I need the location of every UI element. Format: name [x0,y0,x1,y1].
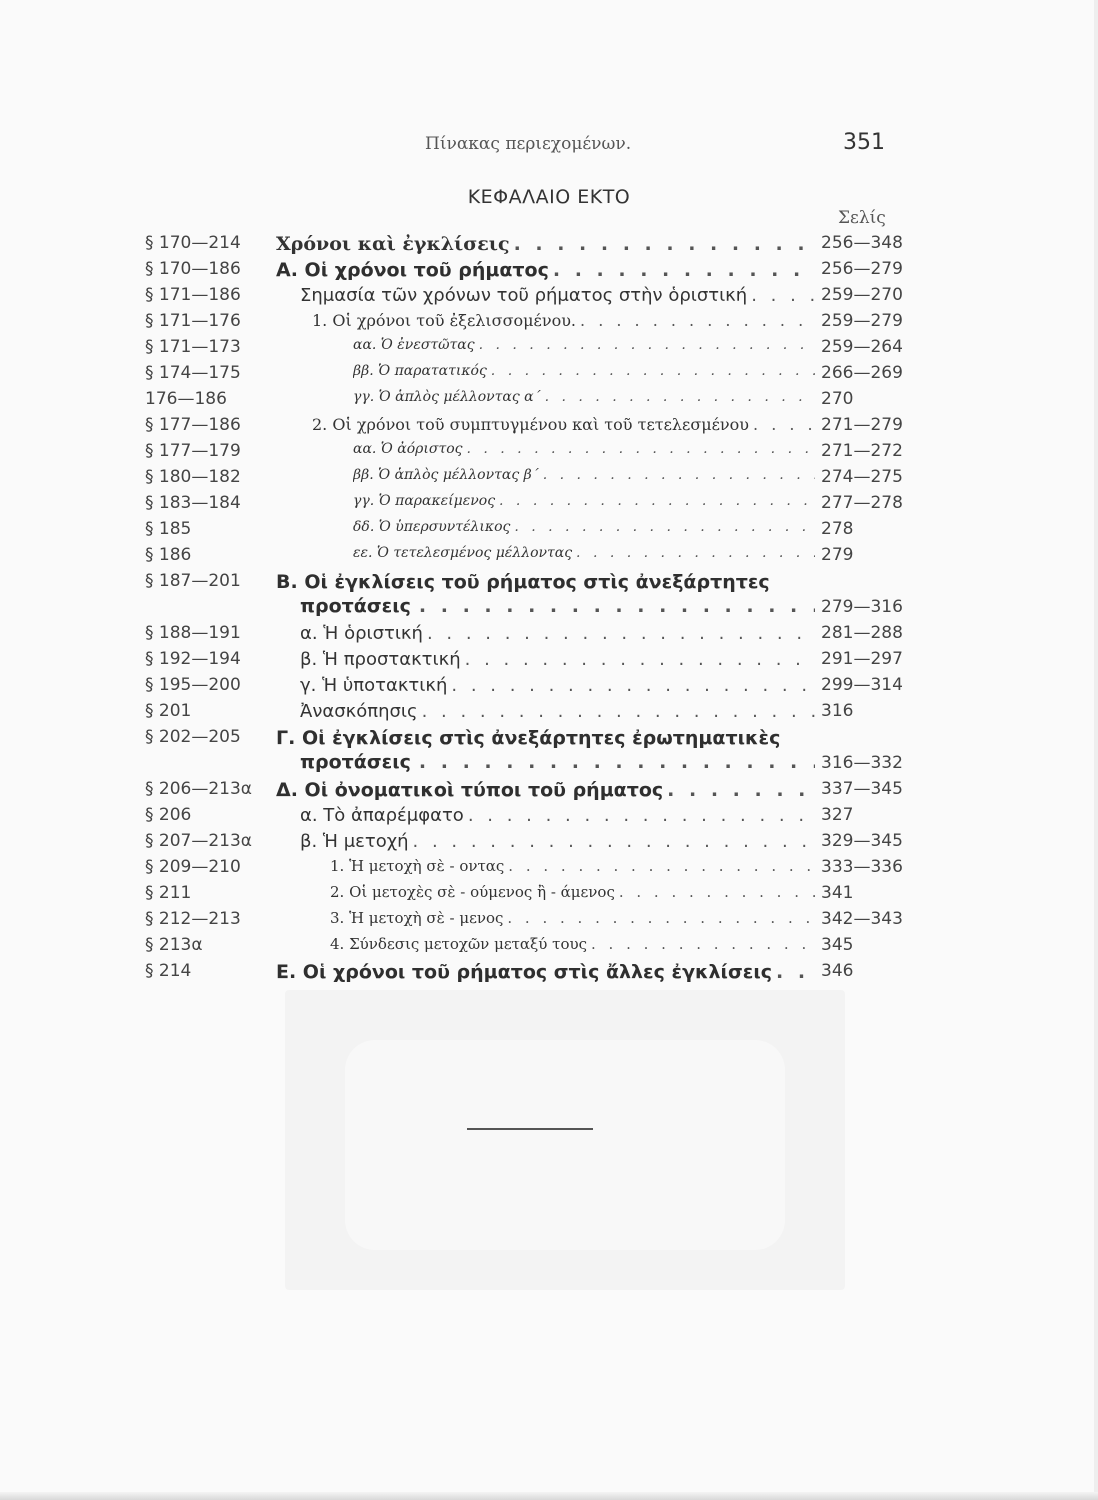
entry-title-line [330,933,821,959]
toc-entry [0,491,1098,517]
entry-title-line [300,283,821,309]
dot-leader [499,493,815,509]
toc-entry [0,647,1098,673]
entry-title: α. Τὸ ἀπαρέμφατο [300,805,464,826]
page-number: 351 [843,130,885,155]
dot-leader [491,363,815,379]
entry-title: β. Ἡ προστακτική [300,649,461,670]
dot-leader [576,545,815,561]
entry-title-line [330,907,821,933]
section-range: § 212—213 [145,909,241,929]
section-range: § 183—184 [145,493,241,513]
entry-title-line [300,621,821,647]
dot-leader [507,909,815,927]
dot-leader [451,675,815,696]
dot-leader [543,467,815,483]
running-head [0,130,1098,160]
page-range: 327 [821,805,854,825]
dot-leader [468,805,815,826]
page-range: 266—269 [821,363,903,383]
toc-entry [0,517,1098,543]
entry-title-line [312,413,821,439]
entry-title-line [300,647,821,673]
page-range: 256—279 [821,259,903,279]
entry-title: 3. Ἡ μετοχὴ σὲ - μενος [330,909,504,927]
entry-title-line [300,829,821,855]
page-range: 291—297 [821,649,903,669]
toc-entry [0,231,1098,257]
entry-title: α. Ἡ ὁριστική [300,623,423,644]
entry-title-line [353,543,821,569]
section-range: § 174—175 [145,363,241,383]
page-range: 279—316 [821,597,903,617]
entry-title: Δ. Οἱ ὀνοματικοὶ τύποι τοῦ ρήματος [276,779,664,801]
entry-title: Β. Οἱ ἐγκλίσεις τοῦ ρήματος στὶς ἀνεξάρτητες [276,571,770,593]
toc-entry [0,803,1098,829]
entry-title: 2. Οἱ χρόνοι τοῦ συμπτυγμένου καὶ τοῦ τετελεσμένου [312,415,750,434]
section-range: § 177—186 [145,415,241,435]
entry-title: Ε. Οἱ χρόνοι τοῦ ρήματος στὶς ἄλλες ἐγκλίσεις [276,961,772,983]
section-range: § 202—205 [145,727,241,747]
section-range: § 206—213α [145,779,253,799]
entry-title-line [353,335,821,361]
dot-leader [545,389,815,405]
section-range: § 186 [145,545,192,565]
dot-leader [466,441,815,457]
entry-title-line [353,361,821,387]
section-range: § 171—173 [145,337,241,357]
toc-entry [0,699,1098,725]
section-range: § 170—186 [145,259,241,279]
section-range: § 211 [145,883,192,903]
page-range: 259—270 [821,285,903,305]
toc-entry [0,257,1098,283]
entry-title-line [353,465,821,491]
page-range: 277—278 [821,493,903,513]
entry-title-line [300,673,821,699]
dot-leader [422,701,815,722]
section-range: § 207—213α [145,831,253,851]
entry-title-line [300,699,821,725]
section-range: § 214 [145,961,192,981]
toc-entry [0,543,1098,569]
entry-title: εε. Ὁ τετελεσμένος μέλλοντας [353,545,573,561]
entry-title-line [300,803,821,829]
entry-title: 4. Σύνδεσις μετοχῶν μεταξύ τους [330,935,588,953]
dot-leader [580,311,815,330]
section-range: § 213α [145,935,203,955]
entry-title: γ. Ἡ ὑποτακτική [300,675,448,696]
toc-entry [0,673,1098,699]
dot-leader [413,831,815,852]
entry-title-line [353,439,821,465]
toc-entry [0,907,1098,933]
page-range: 278 [821,519,854,539]
entry-title-line [312,309,821,335]
page-range: 274—275 [821,467,903,487]
page-range: 271—272 [821,441,903,461]
toc-entry [0,621,1098,647]
entry-title-line [276,231,821,257]
entry-title: ββ. Ὁ παρατατικός [353,363,487,379]
dot-leader [591,935,815,953]
pages-column-heading: Σελίς [838,208,886,228]
toc-entry [0,829,1098,855]
entry-title: 2. Οἱ μετοχὲς σὲ - ούμενος ἢ - άμενος [330,883,615,901]
dot-leader [753,415,815,434]
toc-entry [0,439,1098,465]
chapter-title: ΚΕΦΑΛΑΙΟ ΕΚΤΟ [467,186,631,208]
section-range: 176—186 [145,389,227,409]
toc-entry [0,959,1098,985]
dot-leader [667,779,815,801]
entry-title: Χρόνοι καὶ ἐγκλίσεις [276,233,510,255]
toc-entry [0,933,1098,959]
entry-title-line [276,569,821,595]
entry-title-line [353,491,821,517]
entry-title-line [330,881,821,907]
entry-title-line-2: προτάσεις [300,751,411,773]
page-range: 270 [821,389,854,409]
section-range: § 177—179 [145,441,241,461]
dot-leader [776,961,815,983]
entry-title: γγ. Ὁ παρακείμενος [353,493,496,509]
page-range: 345 [821,935,854,955]
page-range: 259—264 [821,337,903,357]
page-range: 271—279 [821,415,903,435]
page-range: 316—332 [821,753,903,773]
toc-entry [0,309,1098,335]
dot-leader [514,519,815,535]
toc-entry [0,855,1098,881]
toc-entry [0,413,1098,439]
section-range: § 171—176 [145,311,241,331]
scan-edge-bottom [0,1492,1098,1500]
page-range: 281—288 [821,623,903,643]
toc-entry [0,361,1098,387]
entry-title-line [276,725,821,751]
entry-title-line [276,257,821,283]
toc-entry [0,465,1098,491]
page-range: 316 [821,701,854,721]
section-range: § 180—182 [145,467,241,487]
page-range: 342—343 [821,909,903,929]
section-range: § 170—214 [145,233,241,253]
entry-title: αα. Ὁ ἐνεστῶτας [353,337,475,353]
dot-leader [419,751,815,773]
entry-title-continuation [300,751,821,777]
entry-title: ββ. Ὁ ἁπλὸς μέλλοντας β΄ [353,467,539,483]
dot-leader [508,857,815,875]
show-through-shadow-inner [345,1040,785,1250]
entry-title: Γ. Οἱ ἐγκλίσεις στὶς ἀνεξάρτητες ἐρωτηματικὲς [276,727,781,749]
entry-title-line [330,855,821,881]
entry-title-line-2: προτάσεις [300,595,411,617]
running-title: Πίνακας περιεχομένων. [425,134,632,154]
toc-entry [0,283,1098,309]
page-range: 337—345 [821,779,903,799]
entry-title: β. Ἡ μετοχή [300,831,409,852]
toc-entry [0,881,1098,907]
page-range: 346 [821,961,854,981]
toc-entry [0,387,1098,413]
section-range: § 187—201 [145,571,241,591]
dot-leader [479,337,815,353]
entry-title: δδ. Ὁ ὑπερσυντέλικος [353,519,511,535]
dot-leader [465,649,815,670]
end-rule [467,1128,593,1130]
toc-entry [0,569,1098,621]
toc-entry [0,777,1098,803]
entry-title-line [353,387,821,413]
section-range: § 209—210 [145,857,241,877]
dot-leader [751,285,815,306]
entry-title-continuation [300,595,821,621]
entry-title: 1. Οἱ χρόνοι τοῦ ἐξελισσομένου. [312,311,577,330]
toc-entry [0,725,1098,777]
entry-title-line [276,777,821,803]
page-range: 341 [821,883,854,903]
entry-title: Α. Οἱ χρόνοι τοῦ ρήματος [276,259,549,281]
page-range: 279 [821,545,854,565]
page-range: 333—336 [821,857,903,877]
page-range: 329—345 [821,831,903,851]
section-range: § 185 [145,519,192,539]
dot-leader [419,595,815,617]
dot-leader [619,883,815,901]
entry-title: 1. Ἡ μετοχὴ σὲ - οντας [330,857,505,875]
dot-leader [553,259,815,281]
entry-title: αα. Ὁ ἀόριστος [353,441,463,457]
entry-title-line [353,517,821,543]
dot-leader [427,623,815,644]
section-range: § 195—200 [145,675,241,695]
page-range: 259—279 [821,311,903,331]
section-range: § 188—191 [145,623,241,643]
entry-title: Σημασία τῶν χρόνων τοῦ ρήματος στὴν ὁριστική [300,285,748,306]
entry-title-line [276,959,821,985]
entry-title: γγ. Ὁ ἁπλὸς μέλλοντας α΄ [353,389,541,405]
dot-leader [514,233,815,255]
section-range: § 171—186 [145,285,241,305]
entry-title: Ἀνασκόπησις [300,701,418,722]
section-range: § 206 [145,805,192,825]
page-range: 299—314 [821,675,903,695]
section-range: § 192—194 [145,649,241,669]
page-range: 256—348 [821,233,903,253]
toc-entry [0,335,1098,361]
section-range: § 201 [145,701,192,721]
table-of-contents [0,231,1098,985]
